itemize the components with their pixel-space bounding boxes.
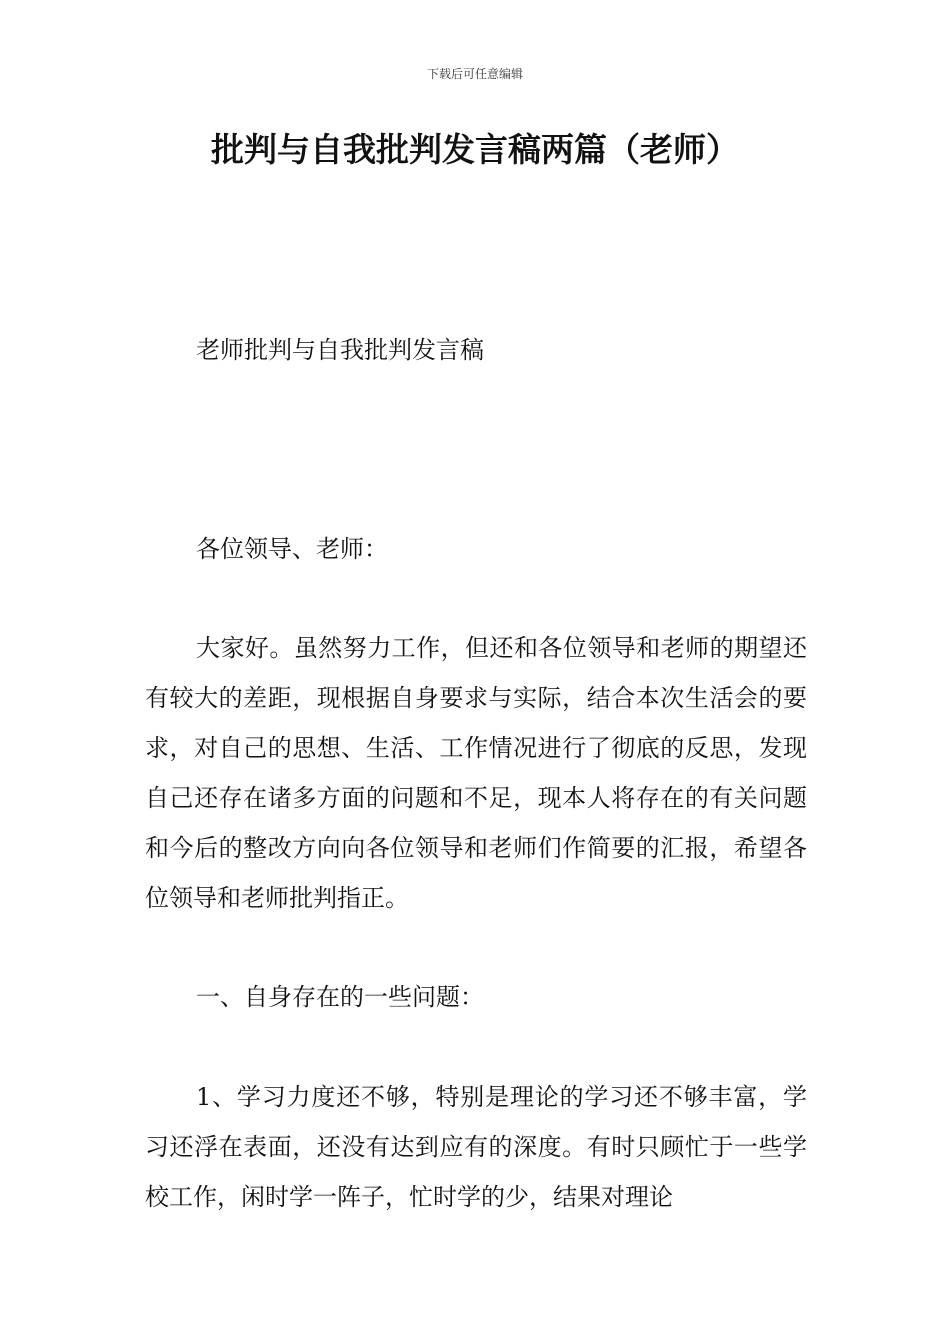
salutation: 各位领导、老师： <box>196 535 388 563</box>
section-heading: 一、自身存在的一些问题： <box>196 983 484 1011</box>
document-subtitle: 老师批判与自我批判发言稿 <box>196 336 484 364</box>
intro-paragraph: 大家好。虽然努力工作，但还和各位领导和老师的期望还有较大的差距，现根据自身要求与实际，结合本次生活会的要求，对自己的思想、生活、工作情况进行了彻底的反思，发现自己还存在诸多方面的问题和不足，现本人将存在的有关问题和今后的整改方向向各位领导和老师们作简要的汇报，希望各位领导和老师批判指正。 <box>145 634 807 912</box>
problem-item-1: 1、学习力度还不够，特别是理论的学习还不够丰富，学习还浮在表面，还没有达到应有的深度。有时只顾忙于一些学校工作，闲时学一阵子，忙时学的少，结果对理论 <box>145 1083 807 1211</box>
document-title: 批判与自我批判发言稿两篇（老师） <box>211 130 739 169</box>
header-note: 下载后可任意编辑 <box>426 67 523 81</box>
